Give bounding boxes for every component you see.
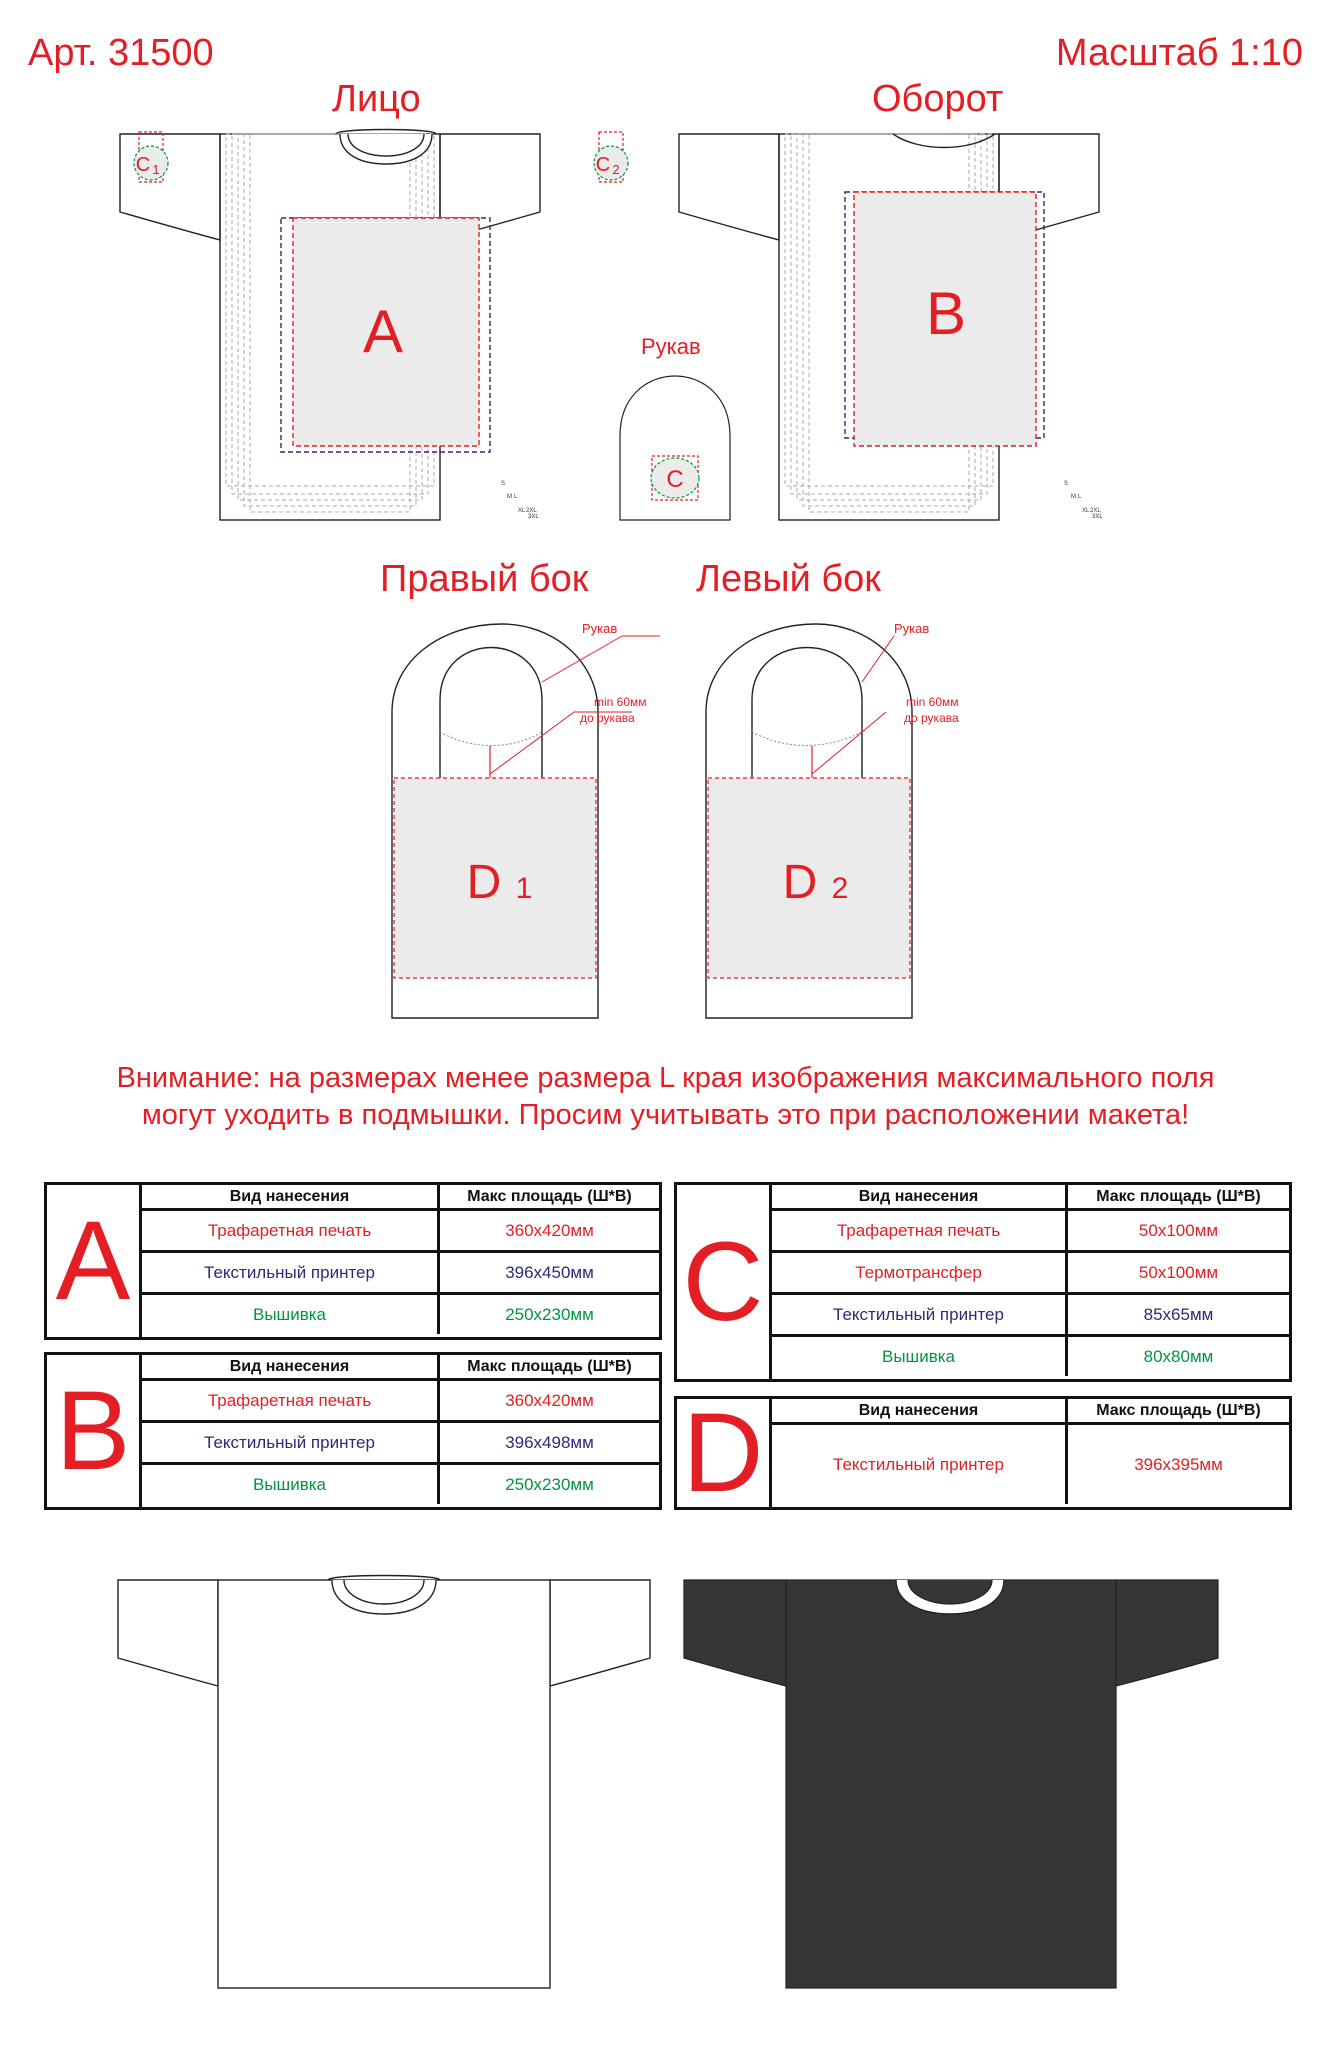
warning-line-1: Внимание: на размерах менее размера L края изображения максимального поля xyxy=(116,1062,1215,1094)
front-size-xl: XL xyxy=(518,508,526,514)
back-size-m: M xyxy=(1071,494,1076,500)
right-side-view xyxy=(392,621,660,1018)
table-row xyxy=(142,1381,659,1423)
row-area: 250х230мм xyxy=(505,1474,594,1494)
row-method: Текстильный принтер xyxy=(772,1295,1068,1334)
header-method: Вид нанесения xyxy=(142,1185,440,1208)
header-area: Макс площадь (Ш*В) xyxy=(1096,1187,1261,1205)
table-row xyxy=(142,1253,659,1295)
back-size-3xl: 3XL xyxy=(1092,514,1103,520)
row-method: Вышивка xyxy=(772,1337,1068,1376)
row-method: Термотрансфер xyxy=(772,1253,1068,1292)
table-d-letter: D xyxy=(677,1399,772,1507)
header-area: Макс площадь (Ш*В) xyxy=(467,1187,632,1205)
table-zone-c xyxy=(674,1182,1292,1382)
front-view-label: Лицо xyxy=(332,78,421,120)
right-side-label: Правый бок xyxy=(380,558,589,600)
warning-line-2: могут уходить в подмышки. Просим учитывать это при расположении макета! xyxy=(141,1099,1190,1131)
left-min-note-line2: до рукава xyxy=(904,711,959,725)
zone-d2-label: D xyxy=(782,856,818,909)
zone-a-label: A xyxy=(362,298,404,365)
table-header-row xyxy=(772,1399,1289,1425)
table-zone-b xyxy=(44,1352,662,1510)
table-row xyxy=(772,1337,1289,1376)
front-size-s: S xyxy=(501,481,506,487)
back-view-label: Оборот xyxy=(872,78,1004,120)
table-b-letter: B xyxy=(47,1355,142,1507)
dark-shirt xyxy=(684,1580,1218,1988)
row-method: Текстильный принтер xyxy=(142,1423,440,1462)
back-size-xl: XL xyxy=(1082,508,1090,514)
table-row xyxy=(772,1295,1289,1337)
table-c-letter: C xyxy=(677,1185,772,1379)
header-area: Макс площадь (Ш*В) xyxy=(1096,1401,1261,1419)
row-method: Текстильный принтер xyxy=(142,1253,440,1292)
table-row xyxy=(142,1211,659,1253)
table-row xyxy=(142,1295,659,1334)
header-method: Вид нанесения xyxy=(142,1355,440,1378)
back-size-l: L xyxy=(1078,494,1082,500)
row-method: Вышивка xyxy=(142,1295,440,1334)
row-area: 396х450мм xyxy=(505,1262,594,1282)
table-row xyxy=(142,1423,659,1465)
zone-c2-label: C xyxy=(595,154,611,176)
table-row xyxy=(142,1465,659,1504)
front-size-l: L xyxy=(514,494,518,500)
table-header-row xyxy=(142,1185,659,1211)
header-area: Макс площадь (Ш*В) xyxy=(467,1357,632,1375)
row-area: 360х420мм xyxy=(505,1390,594,1410)
front-size-2xl: 2XL xyxy=(526,508,537,514)
right-min-note-line2: до рукава xyxy=(580,711,635,725)
right-sleeve-note: Рукав xyxy=(582,621,618,636)
table-a-letter: A xyxy=(47,1185,142,1337)
table-row xyxy=(772,1425,1289,1504)
sleeve-view-label: Рукав xyxy=(641,334,701,359)
table-header-row xyxy=(142,1355,659,1381)
back-view-shirt xyxy=(679,134,1103,520)
front-view-shirt xyxy=(120,130,628,521)
table-header-row xyxy=(772,1185,1289,1211)
table-zone-a xyxy=(44,1182,662,1340)
white-shirt xyxy=(118,1576,650,1989)
table-row xyxy=(772,1253,1289,1295)
right-min-note-line1: min 60мм xyxy=(594,695,647,709)
back-size-s: S xyxy=(1064,481,1069,487)
scale-label: Масштаб 1:10 xyxy=(1055,32,1303,74)
row-method: Трафаретная печать xyxy=(772,1211,1068,1250)
row-method: Вышивка xyxy=(142,1465,440,1504)
zone-c1-label: C xyxy=(135,154,151,176)
row-area: 396х498мм xyxy=(505,1432,594,1452)
sleeve-view xyxy=(620,376,730,520)
top-views-drawing xyxy=(0,0,1331,560)
row-area: 50х100мм xyxy=(1138,1220,1219,1240)
side-views-drawing xyxy=(0,600,1331,1030)
zone-c-label: C xyxy=(666,466,684,493)
bottom-shirts-drawing xyxy=(0,1570,1331,2030)
header-method: Вид нанесения xyxy=(772,1185,1068,1208)
zone-d1-subscript: 1 xyxy=(515,872,533,905)
table-row xyxy=(772,1211,1289,1253)
article-number: Арт. 31500 xyxy=(28,32,214,74)
row-area: 250х230мм xyxy=(505,1304,594,1324)
zone-d1-label: D xyxy=(466,856,502,909)
left-min-note-line1: min 60мм xyxy=(906,695,959,709)
left-side-view xyxy=(706,621,959,1018)
zone-c1-subscript: 1 xyxy=(152,162,160,177)
row-method: Текстильный принтер xyxy=(772,1425,1068,1504)
back-size-2xl: 2XL xyxy=(1090,508,1101,514)
table-zone-d xyxy=(674,1390,1292,1515)
row-area: 396х395мм xyxy=(1134,1454,1223,1474)
row-area: 85х65мм xyxy=(1143,1304,1214,1324)
front-size-3xl: 3XL xyxy=(528,514,539,520)
row-method: Трафаретная печать xyxy=(142,1381,440,1420)
left-sleeve-note: Рукав xyxy=(894,621,930,636)
front-size-m: M xyxy=(507,494,512,500)
row-area: 80х80мм xyxy=(1143,1346,1214,1366)
zone-c2-subscript: 2 xyxy=(612,162,620,177)
header-method: Вид нанесения xyxy=(772,1399,1068,1422)
row-area: 50х100мм xyxy=(1138,1262,1219,1282)
row-area: 360х420мм xyxy=(505,1220,594,1240)
zone-b-label: B xyxy=(925,280,967,347)
left-side-label: Левый бок xyxy=(696,558,881,600)
zone-d2-subscript: 2 xyxy=(831,872,849,905)
row-method: Трафаретная печать xyxy=(142,1211,440,1250)
